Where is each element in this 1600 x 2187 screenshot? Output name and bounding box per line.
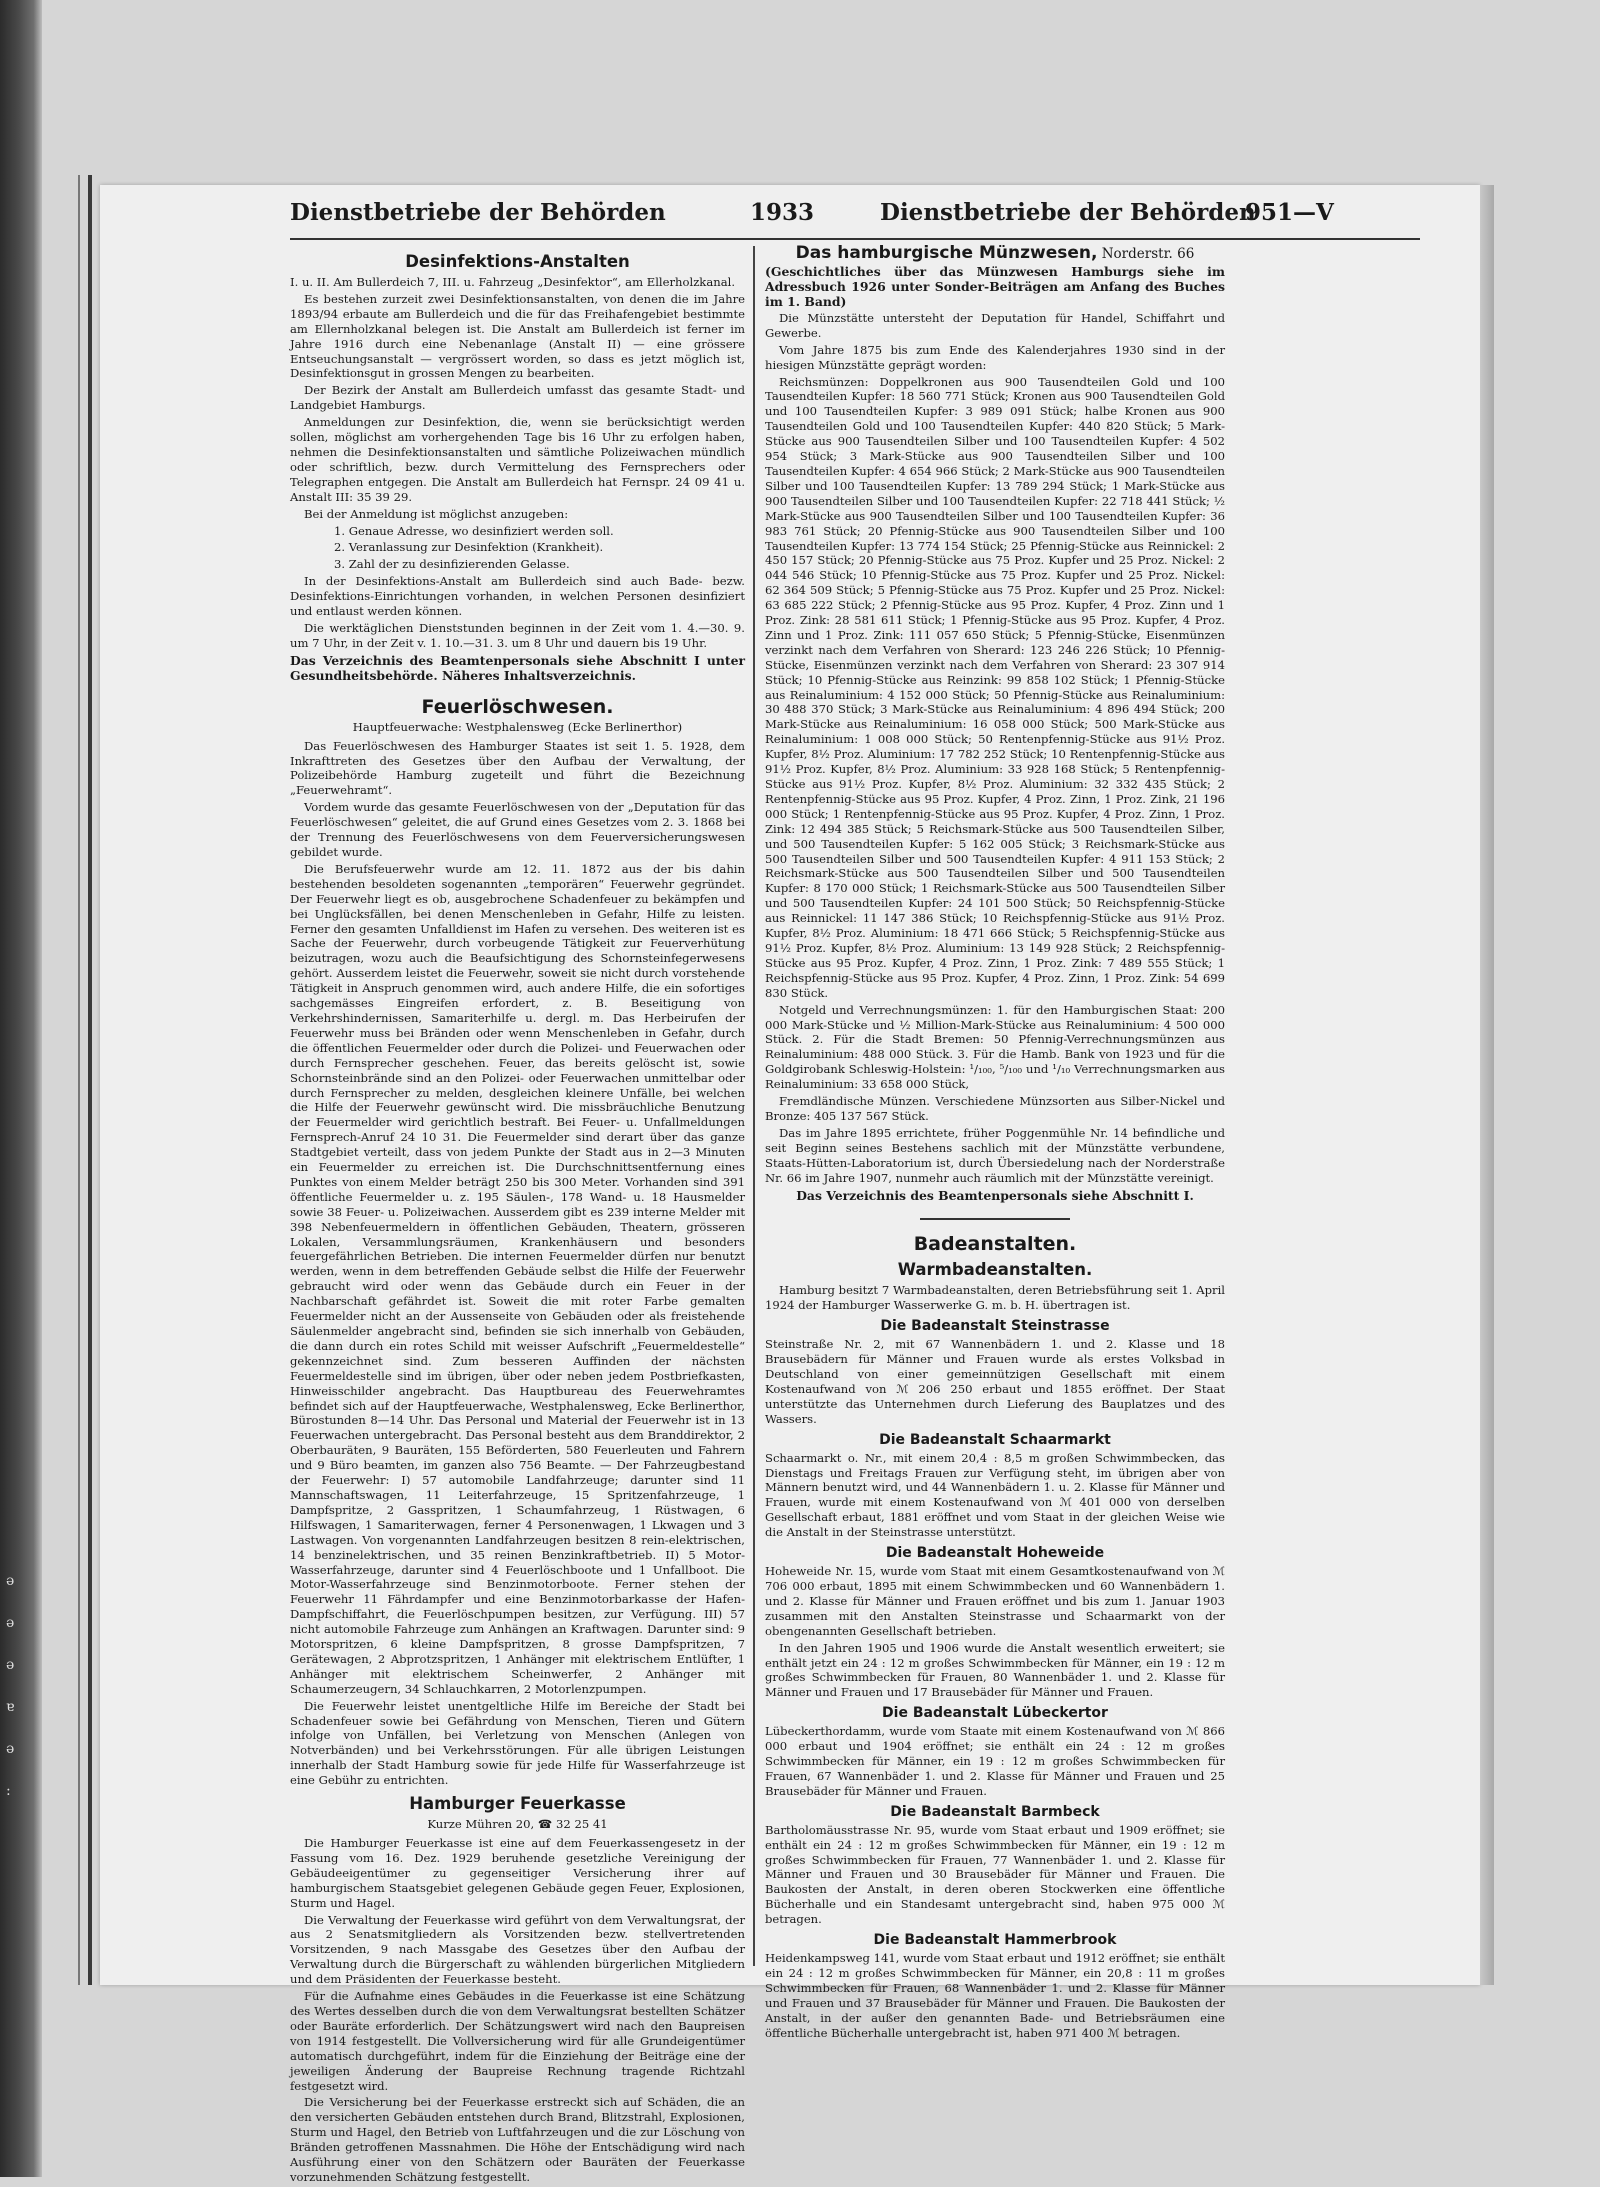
margin-marks: ǝ ǝ ǝ ɐ ǝ :: [6, 1573, 15, 1799]
cross-reference-note: Das Verzeichnis des Beamtenpersonals siehe Abschnitt I.: [796, 1188, 1194, 1204]
paragraph: In den Jahren 1905 und 1906 wurde die Anstalt wesentlich erweitert; sie enthält jetzt ein 24 : 12 m großes Schwimmbecken für Männer, ein 19 : 12 m großes Schwimmbecken für Frauen, 80 Wannenbäder 1. und 2. Klasse für Männer und Frauen und 17 Brausebäder für Männer und Frauen.: [765, 1640, 1225, 1700]
paragraph: Heidenkampsweg 141, wurde vom Staat erbaut und 1912 eröffnet; sie enthält ein 24 : 12 m großes Schwimmbecken für Männer, ein 20,8 : 11 m großes Schwimmbecken für Frauen, 68 Wannenbäder 1. und 2. Klasse für Männer und Frauen und 37 Brausebäder für Männer und Frauen. Die Baukosten der Anstalt, in der außer den genannten Bade- und Betriebsräumen eine öffentliche Bücherhalle untergebracht ist, haben 971 400 ℳ betragen.: [765, 1951, 1225, 2040]
section-separator: [920, 1218, 1070, 1220]
list-item: 2. Veranlassung zur Desinfektion (Krankheit).: [334, 540, 604, 555]
header-rule: [290, 238, 1420, 240]
subsection-title: Die Badeanstalt Hoheweide: [885, 1545, 1105, 1562]
subsection-title: Die Badeanstalt Hammerbrook: [873, 1932, 1117, 1949]
header-left: Dienstbetriebe der Behörden: [290, 199, 666, 226]
paragraph: Vordem wurde das gesamte Feuerlöschwesen von der „Deputation für das Feuerlöschwesen“ geleitet, die auf Grund eines Gesetzes vom 2. 3. 1868 bei der Trennung des Feuerlöschwesens von dem Feuerversicherungswesen gebildet wurde.: [290, 800, 745, 859]
paragraph: Bartholomäusstrasse Nr. 95, wurde vom Staat erbaut und 1909 eröffnet; sie enthält ein 24 : 12 m großes Schwimmbecken für Männer, ein 19 : 12 m großes Schwimmbecken für Frauen, 77 Wannenbäder 1. und 2. Klasse für Männer und Frauen und 30 Brausebäder für Männer und Frauen. Die Baukosten der Anstalt, in deren oberen Stockwerken eine öffentliche Bücherhalle und ein Standesamt untergebracht sind, haben 975 000 ℳ betragen.: [765, 1822, 1225, 1927]
section-subtitle: Kurze Mühren 20, ☎ 32 25 41: [427, 1817, 608, 1832]
paragraph: Die Berufsfeuerwehr wurde am 12. 11. 1872 aus der bis dahin bestehenden besoldeten sogenannten „temporären“ Feuerwehr gegründet. Der Feuerwehr liegt es ob, ausgebrochene Schadenfeuer zu bekämpfen und bei Unglücksfällen, bei denen Menschenleben in Gefahr, Hilfe zu leisten. Ferner den gesamten Unfalldienst im Hafen zu versehen. Des weiteren ist es Sache der Feuerwehr, durch vorbeugende Tätigkeit zur Feuerverhütung beizutragen, wozu auch die Beaufsichtigung des Schornsteinfegerwesens gehört. Ausserdem leistet die Feuerwehr, soweit sie nicht durch vorstehende Tätigkeit in Anspruch genommen wird, auch andere Hilfe, die ein sofortiges sachgemässes Eingreifen erfordert, z. B. Beseitigung von Verkehrshindernissen, Samariterhilfe u. dergl. m. Das Herbeirufen der Feuerwehr muss bei Bränden oder wenn Menschenleben in Gefahr, durch die öffentlichen Feuermelder oder durch die Polizei- und Feuerwachen oder durch Fernsprecher geschehen. Feuer, das bereits gelöscht ist, sowie Schornsteinbrände sind an den Polizei- oder Feuerwachen unmittelbar oder durch Fernsprecher zu melden, desgleichen kleinere Unfälle, bei welchen die Hilfe der Feuerwehr gewünscht wird. Die missbräuchliche Benutzung der Feuermelder wird gerichtlich bestraft. Bei Feuer- u. Unfallmeldungen Fernsprech-Anruf 24 10 31. Die Feuermelder sind derart über das ganze Stadtgebiet verteilt, dass von jedem Punkte der Stadt aus in 2—3 Minuten ein Feuermelder zu erreichen ist. Die Durchschnittsentfernung eines Punktes von einem Melder beträgt 250 bis 300 Meter. Vorhanden sind 391 öffentliche Feuermelder u. z. 195 Säulen-, 178 Wand- u. 18 Hausmelder sowie 38 Feuer- u. Polizeiwachen. Ausserdem gibt es 239 interne Melder mit 398 Nebenfeuermeldern in öffentlichen Gebäuden, Theatern, grösseren Lokalen, Versammlungsräumen, Krankenhäusern und besonders feuergefährlichen Betrieben. Die internen Feuermelder dürfen nur benutzt werden, wenn in dem betreffenden Gebäude selbst die Hilfe der Feuerwehr gebraucht wird oder wenn das Gebäude durch ein Feuer in der Nachbarschaft gefährdet ist. Soweit die mit roter Farbe gemalten Feuermelder nicht an der Aussenseite von Gebäuden oder als freistehende Säulenmelder angebracht sind, befinden sie sich innerhalb von Gebäuden, die dann durch ein rotes Schild mit weisser Aufschrift „Feuermeldestelle“ gekennzeichnet sind. Zum besseren Auffinden der nächsten Feuermeldestelle sind im übrigen, über oder neben jedem Postbriefkasten, Hinweisschilder angebracht. Das Hauptbureau des Feuerwehramtes befindet sich auf der Hauptfeuerwache, Westphalensweg, Ecke Berlinerthor, Bürostunden 8—14 Uhr. Das Personal und Material der Feuerwehr ist in 13 Feuerwachen untergebracht. Das Personal besteht aus dem Branddirektor, 2 Oberbauräten, 9 Bauräten, 155 Beförderten, 580 Feuerleuten und Fahrern und 9 Büro beamten, im ganzen also 756 Beamte. — Der Fahrzeugbestand der Feuerwehr: I) 57 automobile Landfahrzeuge; darunter sind 11 Mannschaftswagen, 11 Leiterfahrzeuge, 15 Spritzenfahrzeuge, 1 Dampfspritze, 2 Gasspritzen, 1 Schaumfahrzeug, 1 Rüstwagen, 6 Hilfswagen, 1 Samariterwagen, ferner 4 Personenwagen, 1 Lkwagen und 3 Lastwagen. Von vorgenannten Landfahrzeugen besitzen 8 rein-elektrischen, 14 benzinelektrischen, und 35 reinen Benzinkraftbetrieb. II) 5 Motor-Wasserfahrzeuge, darunter sind 4 Feuerlöschboote und 1 Unfallboot. Die Motor-Wasserfahrzeuge sind Benzinmotorboote. Ferner stehen der Feuerwehr 11 Fährdampfer und eine Benzinmotorbarkasse der Hafen-Dampfschiffahrt, die Feuerlöschpumpen besitzen, zur Verfügung. III) 57 nicht automobile Fahrzeuge zum Anhängen an Kraftwagen. Darunter sind: 9 Motorspritzen, 6 kleine Dampfspritzen, 8 grosse Dampfspritzen, 7 Gerätewagen, 2 Abprotzspritzen, 1 Anhänger mit elektrischem Entlüfter, 1 Anhänger mit elektrischem Scheinwerfer, 2 Anhänger mit Schaumerzeugern, 34 Schlauchkarren, 2 Motorlenzpumpen.: [290, 861, 745, 1696]
page-number: 951—V: [1245, 199, 1334, 226]
paragraph: Hoheweide Nr. 15, wurde vom Staat mit einem Gesamtkostenaufwand von ℳ 706 000 erbaut, 1895 mit einem Schwimmbecken und 60 Wannenbädern 1. und 2. Klasse für Männer und Frauen eröffnet und bis zum 1. Januar 1903 zusammen mit den Anstalten Steinstrasse und Schaarmarkt von der obengenannten Gesellschaft betrieben.: [765, 1564, 1225, 1638]
paragraph: Das Feuerlöschwesen des Hamburger Staates ist seit 1. 5. 1928, dem Inkrafttreten des Gesetzes über den Aufbau der Verwaltung, der Polizeibehörde Hamburg zugeteilt und führt die Bezeichnung „Feuerwehramt“.: [290, 738, 745, 798]
paragraph: Die werktäglichen Dienststunden beginnen in der Zeit vom 1. 4.—30. 9. um 7 Uhr, in der Zeit v. 1. 10.—31. 3. um 8 Uhr und dauern bis 19 Uhr.: [290, 620, 745, 650]
paragraph: Die Verwaltung der Feuerkasse wird geführt von dem Verwaltungsrat, der aus 2 Senatsmitgliedern als Vorsitzenden bezw. stellvertretenden Vorsitzenden, 9 nach Massgabe des Gesetzes über den Aufbau der Verwaltung durch die Bürgerschaft zu wählenden bürgerlichen Mitgliedern und dem Präsidenten der Feuerkasse besteht.: [290, 1912, 745, 1987]
paragraph: Für die Aufnahme eines Gebäudes in die Feuerkasse ist eine Schätzung des Wertes desselben durch die von dem Verwaltungsrat bestellten Schätzer oder Bauräte erforderlich. Der Schätzungswert wird nach den Baupreisen von 1914 festgestellt. Die Vollversicherung wird für alle Grundeigentümer automatisch durchgeführt, indem für die Einziehung der Beiträge eine der jeweiligen Änderung der Baupreise Rechnung tragende Richtzahl festgesetzt wird.: [290, 1989, 745, 2093]
header-year: 1933: [750, 199, 815, 226]
subsection-title: Die Badeanstalt Schaarmarkt: [879, 1431, 1111, 1448]
subsection-title: Die Badeanstalt Lübeckertor: [882, 1705, 1108, 1722]
section-subtitle: Hauptfeuerwache: Westphalensweg (Ecke Berlinerthor): [352, 719, 683, 734]
cross-reference-note: (Geschichtliches über das Münzwesen Hamburgs siehe im Adressbuch 1926 unter Sonder-Beiträgen am Anfang des Buches im 1. Band): [765, 263, 1225, 309]
paragraph: Hamburg besitzt 7 Warmbadeanstalten, deren Betriebsführung seit 1. April 1924 der Hamburger Wasserwerke G. m. b. H. übertragen ist.: [765, 1283, 1225, 1313]
paragraph: I. u. II. Am Bullerdeich 7, III. u. Fahrzeug „Desinfektor“, am Ellerholzkanal.: [290, 275, 736, 289]
paragraph: Das im Jahre 1895 errichtete, früher Poggenmühle Nr. 14 befindliche und seit Beginn seines Bestehens sachlich mit der Münzstätte verbundene, Staats-Hütten-Laboratorium ist, durch Übersiedelung nach der Norderstraße Nr. 66 im Jahre 1907, nunmehr auch räumlich mit der Münzstätte vereinigt.: [765, 1125, 1225, 1185]
paragraph: Die Feuerwehr leistet unentgeltliche Hilfe im Bereiche der Stadt bei Schadenfeuer sowie bei Gefährdung von Menschen, Tieren und Gütern infolge von Unfällen, bei Verletzung von Menschen (Anlegen von Notverbänden) und bei Verkehrsstörungen. Für alle übrigen Leistungen innerhalb der Stadt Hamburg sowie für jede Hilfe für Wasserfahrzeuge ist eine Gebühr zu entrichten.: [290, 1698, 745, 1788]
paragraph: Anmeldungen zur Desinfektion, die, wenn sie berücksichtigt werden sollen, möglichst am vorhergehenden Tage bis 16 Uhr zu erfolgen haben, nehmen die Desinfektionsanstalten und sämtliche Polizeiwachen mündlich oder schriftlich, bezw. durch Vermittelung des Fernsprechers oder Telegraphen entgegen. Die Anstalt am Bullerdeich hat Fernspr. 24 09 41 u. Anstalt III: 35 39 29.: [290, 415, 745, 504]
gutter-line: [78, 175, 80, 1985]
section-title: [765, 243, 1225, 263]
paragraph: Die Münzstätte untersteht der Deputation für Handel, Schiffahrt und Gewerbe.: [765, 310, 1225, 340]
right-column: [765, 243, 1225, 2043]
section-title: Hamburger Feuerkasse: [409, 1794, 626, 1814]
subsection-title: Die Badeanstalt Steinstrasse: [880, 1318, 1110, 1335]
running-header: [190, 193, 1420, 233]
paragraph: In der Desinfektions-Anstalt am Bullerdeich sind auch Bade- bezw. Desinfektions-Einrichtungen vorhanden, in welchen Personen desinfiziert und entlaust werden können.: [290, 574, 745, 619]
paragraph: Steinstraße Nr. 2, mit 67 Wannenbädern 1. und 2. Klasse und 18 Brausebädern für Männer und Frauen wurde als erstes Volksbad in Deutschland von einer gemeinnützigen Gesellschaft mit einem Kostenaufwand von ℳ 206 250 erbaut und 1855 eröffnet. Der Staat unterstützte das Unternehmen durch Lieferung des Bauplatzes und des Wassers.: [765, 1337, 1225, 1426]
section-title: Desinfektions-Anstalten: [405, 252, 630, 271]
header-right: Dienstbetriebe der Behörden: [880, 199, 1256, 226]
paragraph: Die Versicherung bei der Feuerkasse erstreckt sich auf Schäden, die an den versicherten Gebäuden entstehen durch Brand, Blitzstrahl, Explosionen, Sturm und Hagel, den Betrieb von Luftfahrzeugen und die zur Löschung von Bränden getroffenen Massnahmen. Die Höhe der Entschädigung wird nach Ausführung einer von den Schätzern oder Bauräten der Feuerkasse vorzunehmenden Schätzung festgestellt.: [290, 2095, 745, 2184]
paragraph: Die Hamburger Feuerkasse ist eine auf dem Feuerkassengesetz in der Fassung vom 16. Dez. 1929 beruhende gesetzliche Vereinigung der Gebäudeeigentümer zu gegenseitiger Versicherung ihrer auf hamburgischem Staatsgebiet gelegenen Gebäude gegen Feuer, Explosionen, Sturm und Hagel.: [290, 1836, 745, 1910]
paragraph: Notgeld und Verrechnungsmünzen: 1. für den Hamburgischen Staat: 200 000 Mark-Stücke und ½ Million-Mark-Stücke aus Reinaluminium: 4 500 000 Stück. 2. Für die Stadt Bremen: 50 Pfennig-Verrechnungsmünzen aus Reinaluminium: 488 000 Stück. 3. Für die Hamb. Bank von 1923 und für die Goldgirobank Schleswig-Holstein: ¹/₁₀₀, ⁵/₁₀₀ und ¹/₁₀ Verrechnungsmarken aus Reinaluminium: 33 658 000 Stück,: [765, 1002, 1225, 1092]
section-address: Norderstr. 66: [1097, 246, 1195, 262]
section-title-text: Das hamburgische Münzwesen,: [795, 243, 1098, 263]
paragraph: Der Bezirk der Anstalt am Bullerdeich umfasst das gesamte Stadt- und Landgebiet Hamburgs.: [290, 383, 745, 413]
paragraph: Lübeckerthordamm, wurde vom Staate mit einem Kostenaufwand von ℳ 866 000 erbaut und 1904 eröffnet; sie enthält ein 24 : 12 m großes Schwimmbecken für Männer, ein 19 : 12 m großes Schwimmbecken für Frauen, 67 Wannenbäder 1. und 2. Klasse für Männer und Frauen und 25 Brausebäder für Männer und Frauen.: [765, 1724, 1225, 1798]
paragraph: Es bestehen zurzeit zwei Desinfektionsanstalten, von denen die im Jahre 1893/94 erbaute am Bullerdeich und die für das Freihafengebiet bestimmte am Ellernholzkanal belegen ist. Die Anstalt am Bullerdeich ist ferner im Jahre 1916 durch eine Nebenanlage (Anstalt II) — eine grössere Entseuchungsanstalt — vergrössert worden, so dass es jetzt möglich ist, Desinfektionsgut in grossen Mengen zu bearbeiten.: [290, 291, 745, 381]
paragraph: Vom Jahre 1875 bis zum Ende des Kalenderjahres 1930 sind in der hiesigen Münzstätte geprägt worden:: [765, 342, 1225, 372]
column-rule: [753, 246, 755, 1966]
list-item: 3. Zahl der zu desinfizierenden Gelasse.: [334, 557, 570, 572]
subsection-title: Warmbadeanstalten.: [897, 1260, 1093, 1280]
paragraph: Bei der Anmeldung ist möglichst anzugeben:: [304, 506, 569, 521]
cross-reference-note: Das Verzeichnis des Beamtenpersonals siehe Abschnitt I unter Gesundheitsbehörde. Näheres Inhaltsverzeichnis.: [290, 652, 745, 683]
paragraph: Schaarmarkt o. Nr., mit einem 20,4 : 8,5 m großen Schwimmbecken, das Dienstags und Freitags Frauen zur Verfügung steht, im übrigen aber von Männern benutzt wird, und 44 Wannenbädern 1. u. 2. Klasse für Männer und Frauen, wurde mit einem Kostenaufwand von ℳ 401 000 von derselben Gesellschaft erbaut, 1881 eröffnet und vom Staat in der gleichen Weise wie die Anstalt in der Steinstrasse unterstützt.: [765, 1450, 1225, 1540]
subsection-title: Die Badeanstalt Barmbeck: [890, 1803, 1100, 1820]
section-title: Badeanstalten.: [913, 1233, 1077, 1256]
list-item: 1. Genaue Adresse, wo desinfiziert werden soll.: [334, 523, 614, 538]
gutter-shadow: [88, 175, 92, 1985]
paragraph: Reichsmünzen: Doppelkronen aus 900 Tausendteilen Gold und 100 Tausendteilen Kupfer: 18 560 771 Stück; Kronen aus 900 Tausendteilen Gold und 100 Tausendteilen Kupfer: 3 989 091 Stück; halbe Kronen aus 900 Tausendteilen Gold und 100 Tausendteilen Kupfer: 440 820 Stück; 5 Mark-Stücke aus 900 Tausendteilen Silber und 100 Tausendteilen Kupfer: 4 502 954 Stück; 3 Mark-Stücke aus 900 Tausendteilen Silber und 100 Tausendteilen Kupfer: 4 654 966 Stück; 2 Mark-Stücke aus 900 Tausendteilen Silber und 100 Tausendteilen Kupfer: 13 789 294 Stück; 1 Mark-Stücke aus 900 Tausendteilen Silber und 100 Tausendteilen Kupfer: 22 718 441 Stück; ½ Mark-Stücke aus 900 Tausendteilen Silber und 100 Tausendteilen Kupfer: 36 983 761 Stück; 20 Pfennig-Stücke aus 900 Tausendteilen Silber und 100 Tausendteilen Kupfer: 13 774 154 Stück; 25 Pfennig-Stücke aus Reinnickel: 2 450 157 Stück; 20 Pfennig-Stücke aus 75 Proz. Kupfer und 25 Proz. Nickel: 2 044 546 Stück; 10 Pfennig-Stücke aus 75 Proz. Kupfer und 25 Proz. Nickel: 62 364 509 Stück; 5 Pfennig-Stücke aus 75 Proz. Kupfer und 25 Proz. Nickel: 63 685 222 Stück; 2 Pfennig-Stücke aus 95 Proz. Kupfer, 4 Proz. Zinn und 1 Proz. Zink: 28 581 611 Stück; 1 Pfennig-Stücke aus 95 Proz. Kupfer, 4 Proz. Zinn und 1 Proz. Zink: 111 057 650 Stück; 5 Pfennig-Stücke, Eisenmünzen verzinkt nach dem Verfahren von Sherard: 123 246 226 Stück; 10 Pfennig-Stücke, Eisenmünzen verzinkt nach dem Verfahren von Sherard: 23 307 914 Stück; 10 Pfennig-Stücke aus Reinzink: 99 858 102 Stück; 1 Pfennig-Stücke aus Reinaluminium: 4 152 000 Stück; 50 Pfennig-Stücke aus Reinaluminium: 30 488 370 Stück; 3 Mark-Stücke aus Reinaluminium: 4 896 494 Stück; 200 Mark-Stücke aus Reinaluminium: 16 058 000 Stück; 500 Mark-Stücke aus Reinaluminium: 1 008 000 Stück; 50 Rentenpfennig-Stücke aus 91½ Proz. Kupfer, 8½ Proz. Aluminium: 17 782 252 Stück; 10 Rentenpfennig-Stücke aus 91½ Proz. Kupfer, 8½ Proz. Aluminium: 33 928 168 Stück; 5 Rentenpfennig-Stücke aus 91½ Proz. Kupfer, 8½ Proz. Aluminium: 32 332 435 Stück; 2 Rentenpfennig-Stücke aus 95 Proz. Kupfer, 4 Proz. Zinn, 1 Proz. Zink, 21 196 000 Stück; 1 Rentenpfennig-Stücke aus 95 Proz. Kupfer, 4 Proz. Zinn, 1 Proz. Zink: 12 494 385 Stück; 5 Reichsmark-Stücke aus 500 Tausendteilen Silber, und 500 Tausendteilen Kupfer: 5 162 005 Stück; 3 Reichsmark-Stücke aus 500 Tausendteilen Silber und 500 Tausendteilen Kupfer: 4 911 153 Stück; 2 Reichsmark-Stücke aus 500 Tausendteilen Silber und 500 Tausendteilen Kupfer: 8 170 000 Stück; 1 Reichsmark-Stücke aus 500 Tausendteilen Silber und 500 Tausendteilen Kupfer: 24 101 500 Stück; 50 Reichspfennig-Stücke aus Reinnickel: 11 147 386 Stück; 10 Reichspfennig-Stücke aus 91½ Proz. Kupfer, 8½ Proz. Aluminium: 18 471 666 Stück; 5 Reichspfennig-Stücke aus 91½ Proz. Kupfer, 8½ Proz. Aluminium: 13 149 928 Stück; 2 Reichspfennig-Stücke aus 95 Proz. Kupfer, 4 Proz. Zinn, 1 Proz. Zink: 7 489 555 Stück; 1 Reichspfennig-Stücke aus 95 Proz. Kupfer, 4 Proz. Zinn, 1 Proz. Zink: 54 699 830 Stück.: [765, 374, 1225, 1000]
paragraph: Fremdländische Münzen. Verschiedene Münzsorten aus Silber-Nickel und Bronze: 405 137 567 Stück.: [765, 1094, 1225, 1123]
page-edge: [1480, 185, 1494, 1985]
left-column: [290, 246, 745, 2187]
section-title: Feuerlöschwesen.: [421, 695, 614, 718]
